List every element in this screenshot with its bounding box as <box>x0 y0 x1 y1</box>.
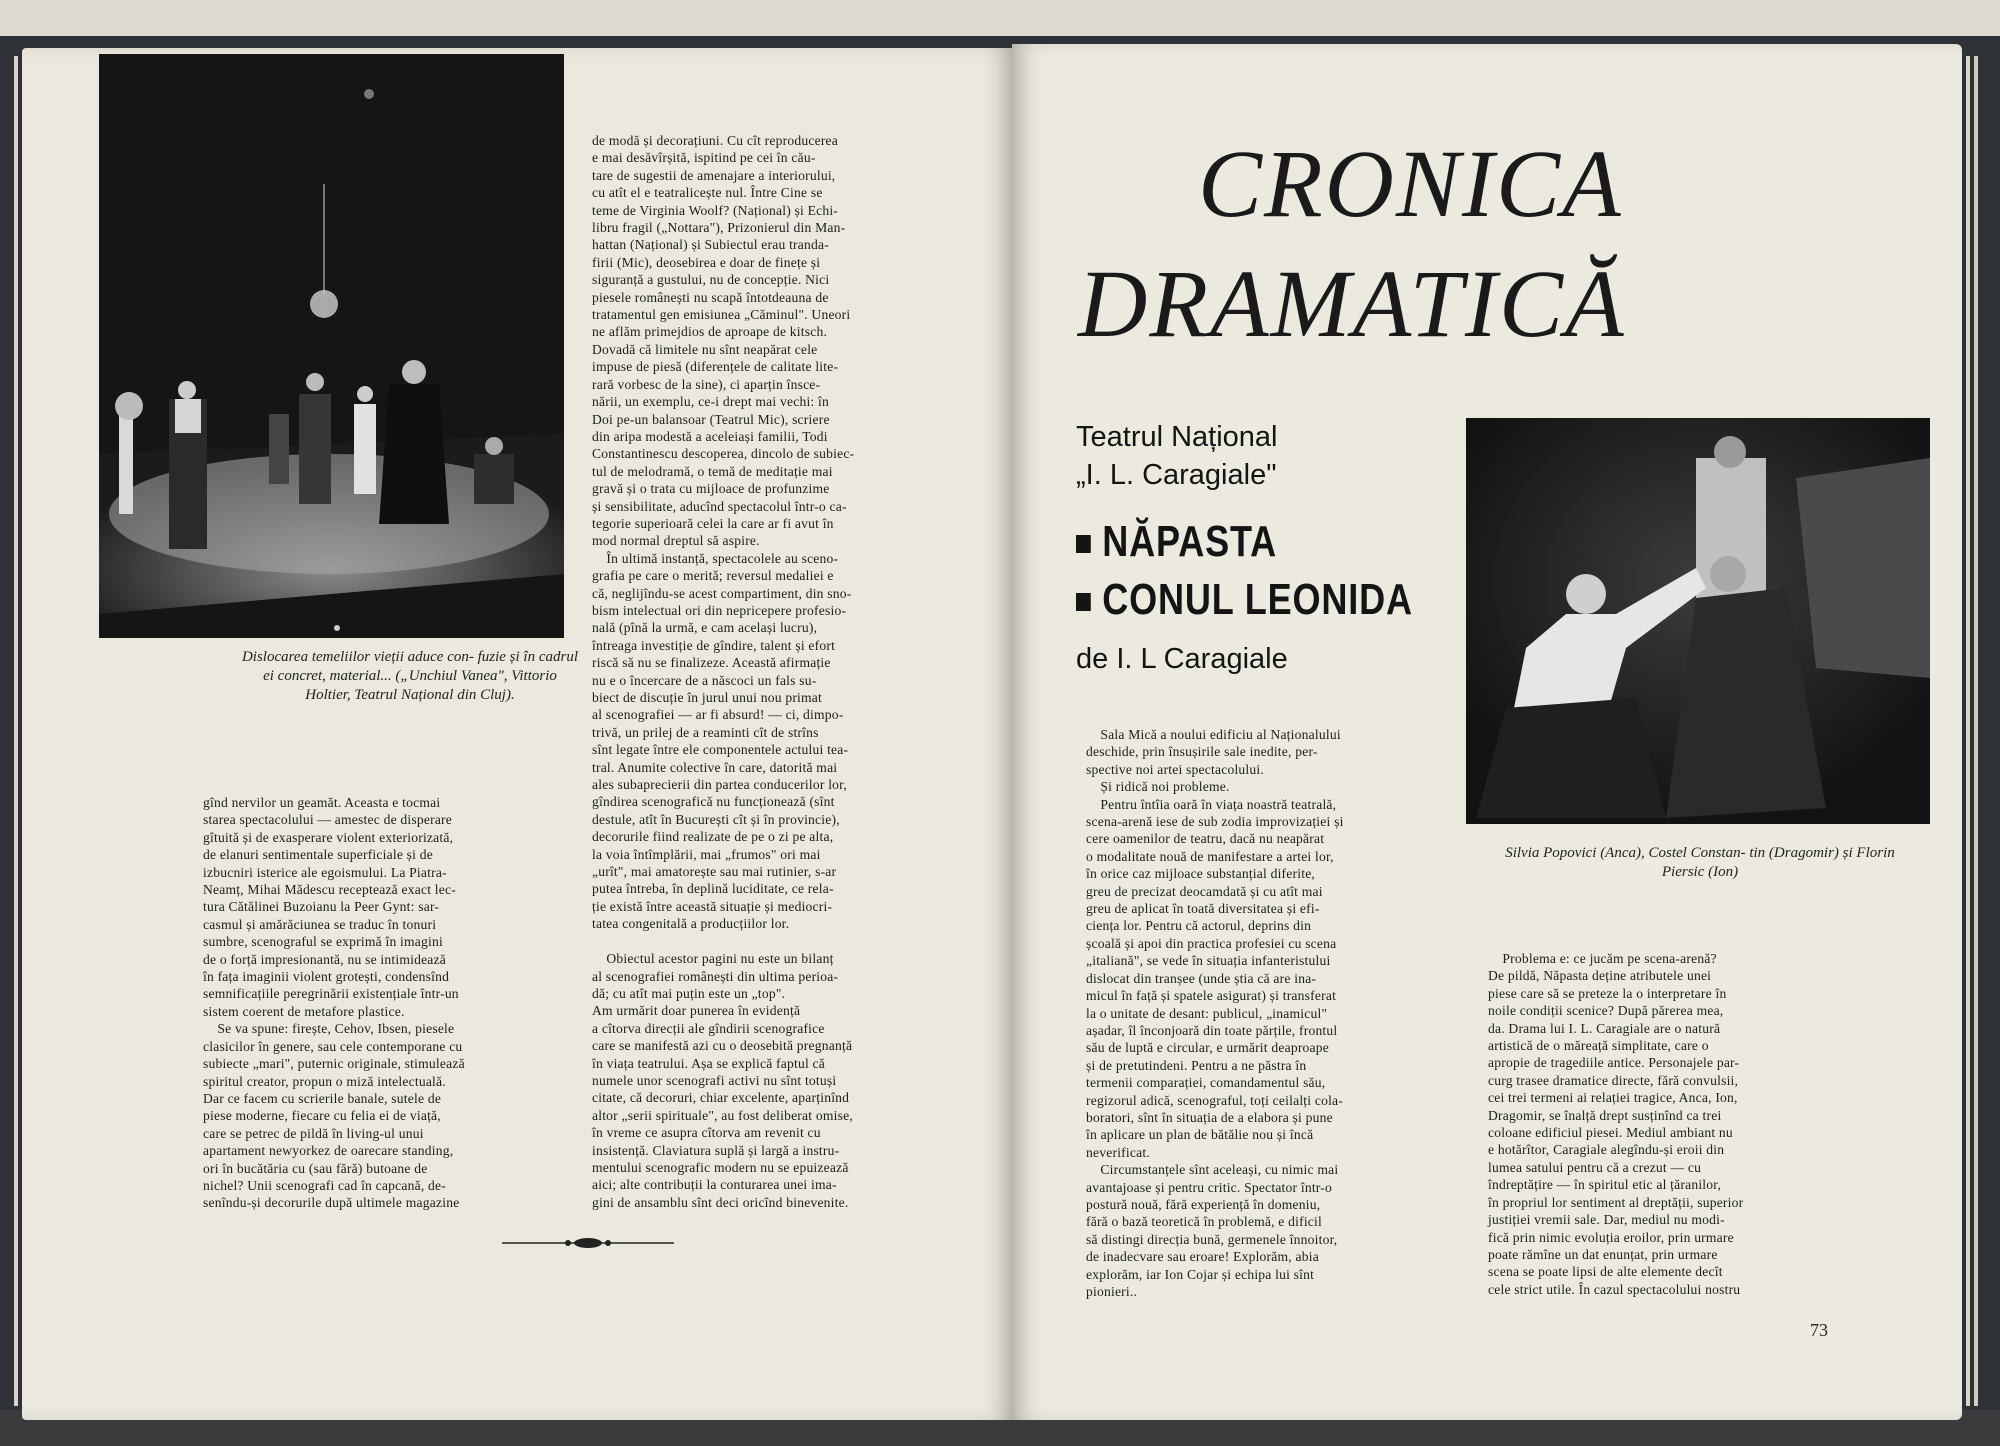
title-dramatica: DRAMATICĂ <box>1078 250 1626 357</box>
theatre-name: Teatrul Național <box>1076 421 1278 453</box>
bullet-square-icon <box>1076 593 1091 611</box>
right-column-2: Problema e: ce jucăm pe scena-arenă? De pildă, Năpasta deține atributele unei piese care să se preteze la o interpretare în noile condiții scenice? După părerea mea, da. Drama lui I. L. Caragiale are o natură artistică de o măreață simplitate, care o apropie de tragediile antice. Personajele par- curg trasee dramatice directe, fără convulsii, cei trei termeni ai relației tragice, Anca, Ion, Dragomir, se înalță drept susținînd ca trei coloane edificiul piesei. Mediul ambiant nu e hotărîtor, Caragiale alegîndu-și eroii din lumea satului pentru că a crezut — cu îndreptățire — în spiritul etic al țăranilor, în propriul lor sentiment al dreptății, superior justiției vremii sale. Dar, mediul nu modi- fică prin nimic evoluția eroilor, prin urmare poate rămîne un dat enunțat, prin urmare scena se poate lipsi de alte elemente decît cele strict utile. În cazul spectacolului nostru <box>1488 951 1744 1297</box>
left-photo-caption: Dislocarea temeliilor vieții aduce con- fuzie și în cadrul ei concret, material... („Unchiul Vanea", Vittorio Holtier, Teatrul Național din Cluj). <box>241 649 579 703</box>
page-number: 73 <box>1810 1320 1828 1340</box>
left-column-1-bottom: gînd nervilor un geamăt. Aceasta e tocmai starea spectacolului — amestec de disperare gîtuită și de exasperare violent exteriorizată, de elanuri sentimentale superficiale și de izbucniri isterice ale egoismului. La Piatra- Neamț, Mihai Mădescu receptează exact lec- tura Cătălinei Buzoianu la Peer Gynt: sar- casmul și amărăciunea se traduc în tonuri sumbre, scenograful se exprimă în imagini de o forță impresionantă, nu se intimidează în fața imaginii violent grotești, condensînd semnificațiile peregrinării existențiale într-un sistem coerent de metafore plastice. Se va spune: firește, Cehov, Ibsen, piesele clasicilor în genere, sau cele contemporane cu subiecte „mari", puternic originale, stimulează spiritul creator, propun o miză intelectuală. Dar ce facem cu scrierile banale, sutele de piese moderne, fiecare cu felia ei de viață, care se petrec de pildă în living-ul unui apartament newyorkez de oarecare standing, ori în bucătăria cu (sau fără) butoane de nichel? Unii scenografi cad în capcană, de- senîndu-și decorurile după ultimele magazine <box>203 795 465 1211</box>
page-edge-right <box>1966 56 1970 1406</box>
stage-photo-unchiul-vanea <box>99 54 564 638</box>
play-title-napasta: NĂPASTA <box>1076 518 1277 566</box>
title-cronica: CRONICA <box>1198 130 1623 237</box>
left-column-2: de modă și decorațiuni. Cu cît reproducerea e mai desăvîrșită, ispitind pe cei în cău- tare de sugestii de amenajare a interiorului, cu atît el e teatralicește nul. Între Cine se teme de Virginia Woolf? (Național) și Echi- libru fragil („Nottara"), Prizonierul din Man- hattan (Național) și Subiectul erau tranda- firii (Mic), deosebirea e doar de finețe și siguranță a gustului, nu de concepție. Nici piesele românești nu scapă întotdeauna de tratamentul gen emisiunea „Căminul". Uneori ne aflăm primejdios de aproape de kitsch. Dovadă că limitele nu sînt neapărat cele impuse de piesă (diferențele de calitate lite- rară vorbesc de la sine), ci aparțin însce- nării, un exemplu, ce-i drept mai vechi: în Doi pe-un balansoar (Teatrul Mic), scriere din aripa modestă a aceleiași familii, Todi Constantinescu descoperea, dincolo de subiec- tul de melodramă, o temă de meditație mai gravă și o trata cu mijloace de profunzime și sensibilitate, aducînd spectacolul într-o ca- tegorie superioară celei la care ar fi avut în mod normal dreptul să aspire. În ultimă instanță, spectacolele au sceno- grafia pe care o merită; reversul medaliei e că, neglijîndu-se acest compartiment, din sno- bism intelectual ori din nepricepere profesio- nală (pînă la urmă, e cam același lucru), întreaga investiție de gîndire, talent și efort riscă să nu se finalizeze. Această afirmație nu e o încercare de a născoci un fals su- biect de discuție în jurul unui nou primat al scenografiei — ar fi absurd! — ci, dimpo- trivă, un prilej de a reaminti cît de strîns sînt legate între ele componentele actului tea- tral. Anumite colective în care, datorită mai ales subaprecierii din partea conducerilor lor, gîndirea scenografică nu funcționează (sînt destule, atît în București cît și în provincie), decorurile fiind realizate de pe o zi pe alta, la voia întîmplării, mai „frumos" ori mai „urît", mai amatorește sau mai rutinier, s-ar putea întreba, în deplină luciditate, ce rela- ție există între această situație și mediocri- tatea congenitală a producțiilor lor. Obiectul acestor pagini nu este un bilanț al scenografiei românești din ultima perioa- dă; cu atît mai puțin este un „top". Am urmărit doar punerea în evidență a cîtorva direcții ale gîndirii scenografice care se manifestă azi cu o deosebită pregnanță în viața teatrului. Așa se explică faptul că numele unor scenografi activi nu sînt totuși citate, că decoruri, chiar excelente, aparținînd altor „serii spirituale", au fost deliberat omise, în vreme ce asupra cîtorva am revenit cu insistență. Claviatura suplă și largă a instru- mentului scenografic modern nu se epuizează aici; alte contribuții la conturarea unei ima- gini de ansamblu sînt deci oricînd binevenite. <box>592 133 855 1210</box>
author-line: de I. L Caragiale <box>1076 643 1288 675</box>
theatre-name-2: „I. L. Caragiale" <box>1076 459 1277 491</box>
right-column-1: Sala Mică a noului edificiu al Naționalului deschide, prin însușirile sale inedite, per- spective noi artei spectacolului. Și ridică noi probleme. Pentru întîia oară în viața noastră teatrală, scena-arenă iese de sub zodia improvizației și cere oamenilor de teatru, dacă nu neapărat o modalitate nouă de manifestare a artei lor, în orice caz mijloace substanțial diferite, greu de precizat deocamdată și cu atît mai greu de aplicat în toată diversitatea și efi- ciența lor. Pentru că actorul, deprins din școală și apoi din practica profesiei cu scena „italiană", se vede în situația infanteristului dislocat din tranșee (unde știa că are ina- micul în față și spatele asigurat) și transferat la o unitate de desant: publicul, „inamicul" așadar, îl înconjoară din toate părțile, frontul său de luptă e circular, e urmărit deaproape și de pretutindeni. Pentru a ne păstra în termenii comparației, comandamentul său, regizorul adică, scenograful, toți ceilalți cola- boratori, sînt în situația de a elabora și pune în aplicare un plan de bătălie nou și încă neverificat. Circumstanțele sînt aceleași, cu nimic mai avantajoase și pentru critic. Spectator într-o postură nouă, fără experiență în domeniu, fără o bază teoretică în problemă, e dificil să distingi direcția bună, germenele înnoitor, de inadecvare sau eroare! Explorăm, abia explorăm, iar Ion Cojar și echipa lui sînt pionieri.. <box>1086 727 1344 1299</box>
right-photo-caption: Silvia Popovici (Anca), Costel Constan- tin (Dragomir) și Florin Piersic (Ion) <box>1505 845 1895 880</box>
bullet-square-icon <box>1076 535 1091 553</box>
page-edge-right-2 <box>1974 56 1978 1406</box>
play-title-conul-leonida: CONUL LEONIDA <box>1076 576 1413 624</box>
ornament-divider <box>502 1236 674 1250</box>
stage-photo-napasta <box>1466 418 1930 824</box>
page-edge-left <box>14 56 18 1406</box>
